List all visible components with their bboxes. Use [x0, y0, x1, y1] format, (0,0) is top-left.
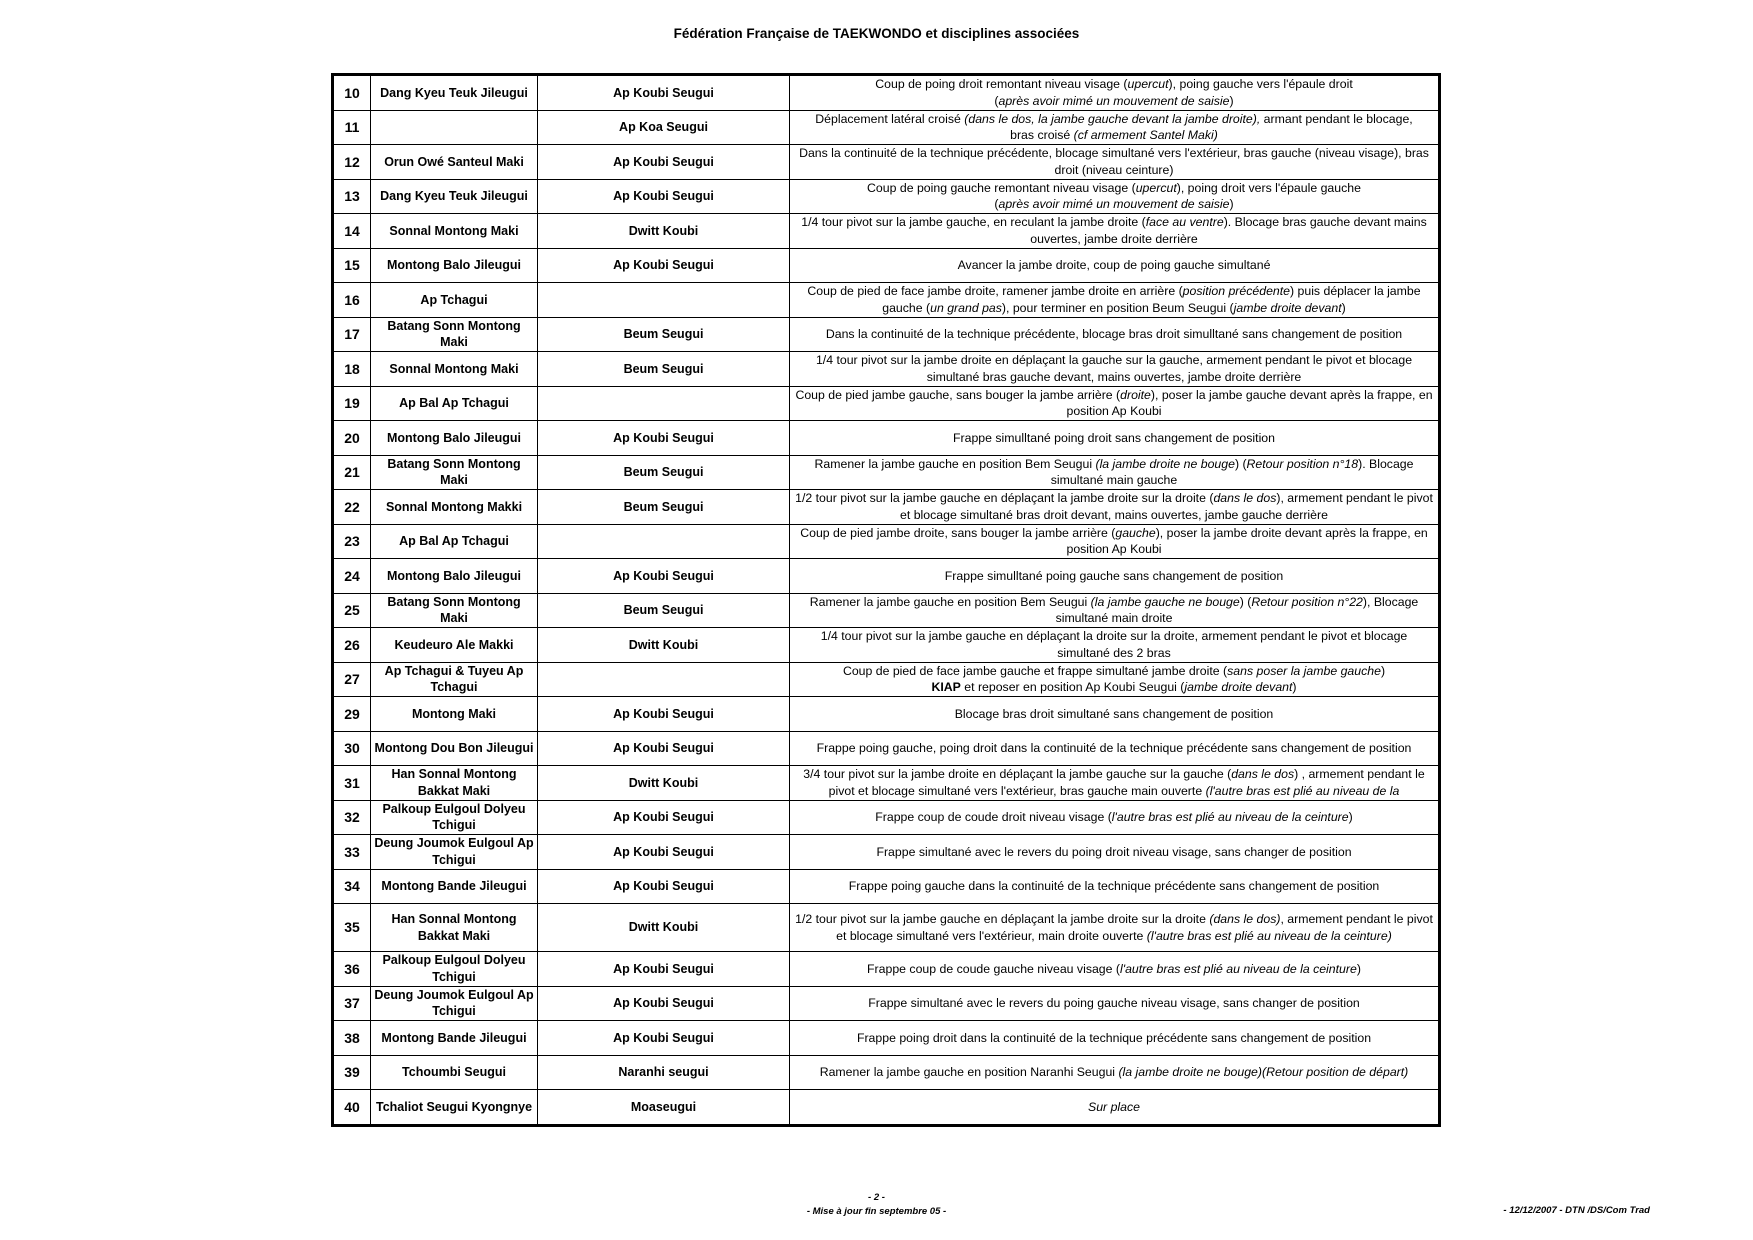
technique-name: Montong Balo Jileugui: [371, 248, 538, 283]
row-number: 40: [334, 1090, 371, 1125]
table-row: [334, 317, 1439, 352]
technique-name: Montong Balo Jileugui: [371, 559, 538, 594]
technique-name: Han Sonnal Montong Bakkat Maki: [371, 904, 538, 952]
technique-description: 1/4 tour pivot sur la jambe droite en déplaçant la gauche sur la gauche, armement pendant le pivot et blocage simultané bras gauche devant, mains ouvertes, jambe droite derrière: [790, 352, 1439, 387]
table-row: [334, 869, 1439, 904]
update-note: - Mise à jour fin septembre 05 -: [806, 1206, 947, 1217]
technique-name: Ap Tchagui: [371, 283, 538, 318]
stance-position: [538, 662, 790, 697]
technique-description: Ramener la jambe gauche en position Bem Seugui (la jambe gauche ne bouge) (Retour position n°22), Blocage simultané main droite: [790, 593, 1439, 628]
stance-position: Ap Koubi Seugui: [538, 248, 790, 283]
row-number: 16: [334, 283, 371, 318]
technique-name: Tchoumbi Seugui: [371, 1055, 538, 1090]
kata-table: [331, 73, 1441, 1127]
row-number: 24: [334, 559, 371, 594]
row-number: 25: [334, 593, 371, 628]
technique-description: Dans la continuité de la technique précédente, blocage bras droit simulltané sans changement de position: [790, 317, 1439, 352]
stance-position: [538, 386, 790, 421]
technique-name: Sonnal Montong Makki: [371, 490, 538, 525]
technique-name: Ap Bal Ap Tchagui: [371, 524, 538, 559]
table-row: [334, 559, 1439, 594]
technique-description: Frappe simultané avec le revers du poing gauche niveau visage, sans changer de position: [790, 986, 1439, 1021]
technique-name: Palkoup Eulgoul Dolyeu Tchigui: [371, 800, 538, 835]
technique-description: Coup de poing droit remontant niveau visage (upercut), poing gauche vers l'épaule droit (après avoir mimé un mouvement de saisie): [790, 76, 1439, 111]
technique-name: Montong Dou Bon Jileugui: [371, 731, 538, 766]
table-row: [334, 835, 1439, 870]
table-row: [334, 455, 1439, 490]
table-row: [334, 1090, 1439, 1125]
technique-description: Blocage bras droit simultané sans changement de position: [790, 697, 1439, 732]
row-number: 23: [334, 524, 371, 559]
stance-position: Beum Seugui: [538, 317, 790, 352]
page-number: - 2 -: [868, 1192, 885, 1203]
technique-name: Ap Tchagui & Tuyeu Ap Tchagui: [371, 662, 538, 697]
technique-description: Sur place: [790, 1090, 1439, 1125]
stance-position: Ap Koubi Seugui: [538, 1021, 790, 1056]
stance-position: [538, 524, 790, 559]
stance-position: Ap Koa Seugui: [538, 110, 790, 145]
stance-position: Ap Koubi Seugui: [538, 835, 790, 870]
technique-description: 1/4 tour pivot sur la jambe gauche, en reculant la jambe droite (face au ventre). Blocage bras gauche devant mains ouvertes, jambe droite derrière: [790, 214, 1439, 249]
stance-position: Beum Seugui: [538, 455, 790, 490]
row-number: 35: [334, 904, 371, 952]
footer-center: [0, 1191, 1753, 1219]
technique-name: Montong Maki: [371, 697, 538, 732]
row-number: 15: [334, 248, 371, 283]
stance-position: Ap Koubi Seugui: [538, 145, 790, 180]
row-number: 27: [334, 662, 371, 697]
technique-name: Dang Kyeu Teuk Jileugui: [371, 76, 538, 111]
table-row: [334, 110, 1439, 145]
technique-description: Coup de pied jambe droite, sans bouger la jambe arrière (gauche), poser la jambe droite devant après la frappe, en position Ap Koubi: [790, 524, 1439, 559]
technique-name: Montong Balo Jileugui: [371, 421, 538, 456]
row-number: 20: [334, 421, 371, 456]
technique-description: Coup de pied de face jambe droite, ramener jambe droite en arrière (position précédente) puis déplacer la jambe gauche (un grand pas), pour terminer en position Beum Seugui (jambe droite devant): [790, 283, 1439, 318]
technique-name: [371, 110, 538, 145]
row-number: 34: [334, 869, 371, 904]
stance-position: Naranhi seugui: [538, 1055, 790, 1090]
technique-description: 3/4 tour pivot sur la jambe droite en déplaçant la jambe gauche sur la gauche (dans le dos) , armement pendant le pivot et blocage simultané vers l'extérieur, bras gauche main ouverte (l'autre bras est plié au niveau de la: [790, 766, 1439, 801]
stance-position: Beum Seugui: [538, 490, 790, 525]
technique-description: Frappe simultané avec le revers du poing droit niveau visage, sans changer de position: [790, 835, 1439, 870]
table-row: [334, 524, 1439, 559]
row-number: 26: [334, 628, 371, 663]
table-row: [334, 352, 1439, 387]
row-number: 17: [334, 317, 371, 352]
technique-description: Frappe coup de coude droit niveau visage (l'autre bras est plié au niveau de la ceinture): [790, 800, 1439, 835]
stance-position: Ap Koubi Seugui: [538, 179, 790, 214]
page-title: Fédération Française de TAEKWONDO et disciplines associées: [673, 26, 1080, 41]
table-row: [334, 386, 1439, 421]
table-row: [334, 731, 1439, 766]
technique-name: Batang Sonn Montong Maki: [371, 317, 538, 352]
stance-position: Ap Koubi Seugui: [538, 559, 790, 594]
table-row: [334, 1055, 1439, 1090]
stance-position: Dwitt Koubi: [538, 766, 790, 801]
technique-name: Batang Sonn Montong Maki: [371, 455, 538, 490]
stance-position: Ap Koubi Seugui: [538, 952, 790, 987]
row-number: 33: [334, 835, 371, 870]
table-row: [334, 628, 1439, 663]
technique-description: Frappe poing gauche, poing droit dans la continuité de la technique précédente sans changement de position: [790, 731, 1439, 766]
table-row: [334, 248, 1439, 283]
technique-description: Frappe poing droit dans la continuité de la technique précédente sans changement de position: [790, 1021, 1439, 1056]
table-row: [334, 1021, 1439, 1056]
technique-name: Tchaliot Seugui Kyongnye: [371, 1090, 538, 1125]
row-number: 29: [334, 697, 371, 732]
stance-position: Ap Koubi Seugui: [538, 986, 790, 1021]
table-row: [334, 952, 1439, 987]
row-number: 11: [334, 110, 371, 145]
row-number: 21: [334, 455, 371, 490]
technique-name: Deung Joumok Eulgoul Ap Tchigui: [371, 835, 538, 870]
row-number: 36: [334, 952, 371, 987]
stance-position: Dwitt Koubi: [538, 214, 790, 249]
row-number: 39: [334, 1055, 371, 1090]
row-number: 31: [334, 766, 371, 801]
technique-name: Ap Bal Ap Tchagui: [371, 386, 538, 421]
table-row: [334, 145, 1439, 180]
technique-name: Montong Bande Jileugui: [371, 1021, 538, 1056]
row-number: 30: [334, 731, 371, 766]
stance-position: Beum Seugui: [538, 593, 790, 628]
stance-position: Ap Koubi Seugui: [538, 421, 790, 456]
technique-description: Ramener la jambe gauche en position Naranhi Seugui (la jambe droite ne bouge)(Retour position de départ): [790, 1055, 1439, 1090]
technique-description: Avancer la jambe droite, coup de poing gauche simultané: [790, 248, 1439, 283]
technique-name: Palkoup Eulgoul Dolyeu Tchigui: [371, 952, 538, 987]
stance-position: [538, 283, 790, 318]
stance-position: Dwitt Koubi: [538, 904, 790, 952]
technique-description: 1/2 tour pivot sur la jambe gauche en déplaçant la jambe droite sur la droite (dans le dos), armement pendant le pivot et blocage simultané bras droit devant, mains ouvertes, jambe gauche derrière: [790, 490, 1439, 525]
stance-position: Ap Koubi Seugui: [538, 869, 790, 904]
table-row: [334, 283, 1439, 318]
technique-description: Ramener la jambe gauche en position Bem Seugui (la jambe droite ne bouge) (Retour position n°18). Blocage simultané main gauche: [790, 455, 1439, 490]
technique-name: Sonnal Montong Maki: [371, 352, 538, 387]
table-row: [334, 179, 1439, 214]
table-row: [334, 697, 1439, 732]
technique-description: Coup de pied jambe gauche, sans bouger la jambe arrière (droite), poser la jambe gauche devant après la frappe, en position Ap Koubi: [790, 386, 1439, 421]
technique-name: Keudeuro Ale Makki: [371, 628, 538, 663]
technique-name: Orun Owé Santeul Maki: [371, 145, 538, 180]
stance-position: Ap Koubi Seugui: [538, 697, 790, 732]
stance-position: Beum Seugui: [538, 352, 790, 387]
row-number: 10: [334, 76, 371, 111]
stance-position: Ap Koubi Seugui: [538, 76, 790, 111]
row-number: 18: [334, 352, 371, 387]
technique-description: Coup de pied de face jambe gauche et frappe simultané jambe droite (sans poser la jambe gauche) KIAP et reposer en position Ap Koubi Seugui (jambe droite devant): [790, 662, 1439, 697]
row-number: 13: [334, 179, 371, 214]
table-row: [334, 986, 1439, 1021]
technique-description: Déplacement latéral croisé (dans le dos, la jambe gauche devant la jambe droite), armant pendant le blocage, bras croisé (cf armement Santel Maki): [790, 110, 1439, 145]
stance-position: Ap Koubi Seugui: [538, 731, 790, 766]
technique-description: Coup de poing gauche remontant niveau visage (upercut), poing droit vers l'épaule gauche (après avoir mimé un mouvement de saisie): [790, 179, 1439, 214]
stance-position: Ap Koubi Seugui: [538, 800, 790, 835]
row-number: 37: [334, 986, 371, 1021]
table-row: [334, 662, 1439, 697]
table-row: [334, 490, 1439, 525]
technique-name: Sonnal Montong Maki: [371, 214, 538, 249]
technique-description: Frappe coup de coude gauche niveau visage (l'autre bras est plié au niveau de la ceinture): [790, 952, 1439, 987]
row-number: 22: [334, 490, 371, 525]
table-row: [334, 593, 1439, 628]
technique-name: Han Sonnal Montong Bakkat Maki: [371, 766, 538, 801]
technique-description: 1/4 tour pivot sur la jambe gauche en déplaçant la droite sur la droite, armement pendant le pivot et blocage simultané des 2 bras: [790, 628, 1439, 663]
table-row: [334, 214, 1439, 249]
table-row: [334, 766, 1439, 801]
technique-description: 1/2 tour pivot sur la jambe gauche en déplaçant la jambe droite sur la droite (dans le dos), armement pendant le pivot et blocage simultané vers l'extérieur, main droite ouverte (l'autre bras est plié au niveau de la ceinture): [790, 904, 1439, 952]
table-row: [334, 800, 1439, 835]
row-number: 19: [334, 386, 371, 421]
technique-description: Frappe simulltané poing gauche sans changement de position: [790, 559, 1439, 594]
technique-name: Batang Sonn Montong Maki: [371, 593, 538, 628]
technique-name: Dang Kyeu Teuk Jileugui: [371, 179, 538, 214]
technique-description: Frappe simulltané poing droit sans changement de position: [790, 421, 1439, 456]
row-number: 32: [334, 800, 371, 835]
row-number: 38: [334, 1021, 371, 1056]
table-row: [334, 904, 1439, 952]
table-body: [334, 76, 1439, 1125]
technique-description: Dans la continuité de la technique précédente, blocage simultané vers l'extérieur, bras gauche (niveau visage), bras droit (niveau ceinture): [790, 145, 1439, 180]
document-reference: - 12/12/2007 - DTN /DS/Com Trad: [1503, 1205, 1650, 1216]
row-number: 14: [334, 214, 371, 249]
stance-position: Moaseugui: [538, 1090, 790, 1125]
stance-position: Dwitt Koubi: [538, 628, 790, 663]
technique-name: Deung Joumok Eulgoul Ap Tchigui: [371, 986, 538, 1021]
technique-name: Montong Bande Jileugui: [371, 869, 538, 904]
row-number: 12: [334, 145, 371, 180]
table-row: [334, 421, 1439, 456]
table-row: [334, 76, 1439, 111]
technique-description: Frappe poing gauche dans la continuité de la technique précédente sans changement de position: [790, 869, 1439, 904]
